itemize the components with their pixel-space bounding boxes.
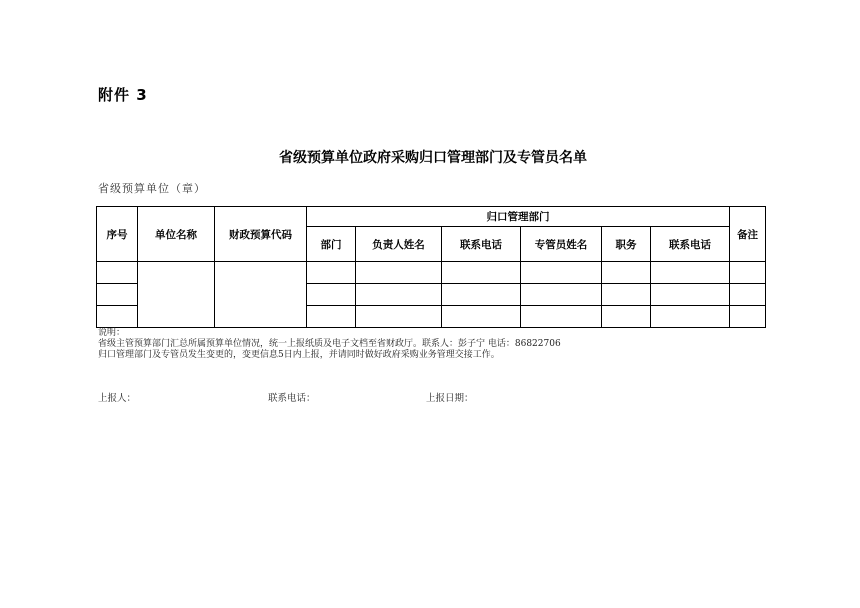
cell-admin-name xyxy=(521,306,602,328)
header-position: 职务 xyxy=(602,227,651,262)
cell-phone-2 xyxy=(651,284,730,306)
cell-phone-1 xyxy=(442,306,521,328)
cell-budget-code xyxy=(215,262,307,328)
cell-responsible-name xyxy=(356,262,442,284)
signoff-date: 上报日期： xyxy=(426,393,474,404)
notes-label: 说明： xyxy=(98,328,126,338)
cell-seq xyxy=(97,306,138,328)
cell-position xyxy=(602,306,651,328)
cell-remarks xyxy=(730,262,766,284)
cell-dept xyxy=(307,284,356,306)
notes-block xyxy=(98,328,561,361)
unit-stamp-line: 省级预算单位（章） xyxy=(98,182,206,195)
cell-phone-1 xyxy=(442,262,521,284)
cell-unit-name xyxy=(138,262,215,328)
cell-seq xyxy=(97,284,138,306)
cell-responsible-name xyxy=(356,306,442,328)
cell-remarks xyxy=(730,284,766,306)
cell-phone-2 xyxy=(651,306,730,328)
cell-seq xyxy=(97,262,138,284)
table-row xyxy=(97,262,766,284)
header-group-mgmt-dept: 归口管理部门 xyxy=(307,207,730,227)
header-budget-code: 财政预算代码 xyxy=(215,207,307,262)
header-seq: 序号 xyxy=(97,207,138,262)
cell-responsible-name xyxy=(356,284,442,306)
header-responsible-name: 负责人姓名 xyxy=(356,227,442,262)
header-unit-name: 单位名称 xyxy=(138,207,215,262)
signoff-reporter: 上报人： xyxy=(98,393,137,404)
header-phone-2: 联系电话 xyxy=(651,227,730,262)
cell-dept xyxy=(307,262,356,284)
attachment-label: 附件 3 xyxy=(98,86,148,104)
header-admin-name: 专管员姓名 xyxy=(521,227,602,262)
table-header-row xyxy=(97,207,766,227)
header-remarks: 备注 xyxy=(730,207,766,262)
cell-dept xyxy=(307,306,356,328)
cell-admin-name xyxy=(521,284,602,306)
cell-remarks xyxy=(730,306,766,328)
cell-position xyxy=(602,262,651,284)
notes-line-submission: 省级主管预算部门汇总所属预算单位情况，统一上报纸质及电子文档至省财政厅。联系人：彭子宁 电话：86822706 xyxy=(98,339,561,349)
signoff-phone: 联系电话： xyxy=(268,393,316,404)
document-title: 省级预算单位政府采购归口管理部门及专管员名单 xyxy=(279,150,587,166)
cell-phone-1 xyxy=(442,284,521,306)
notes-line-change: 归口管理部门及专管员发生变更的，变更信息5日内上报，并请同时做好政府采购业务管理交接工作。 xyxy=(98,350,500,360)
roster-table xyxy=(96,206,766,328)
header-dept: 部门 xyxy=(307,227,356,262)
header-phone-1: 联系电话 xyxy=(442,227,521,262)
cell-phone-2 xyxy=(651,262,730,284)
cell-position xyxy=(602,284,651,306)
cell-admin-name xyxy=(521,262,602,284)
